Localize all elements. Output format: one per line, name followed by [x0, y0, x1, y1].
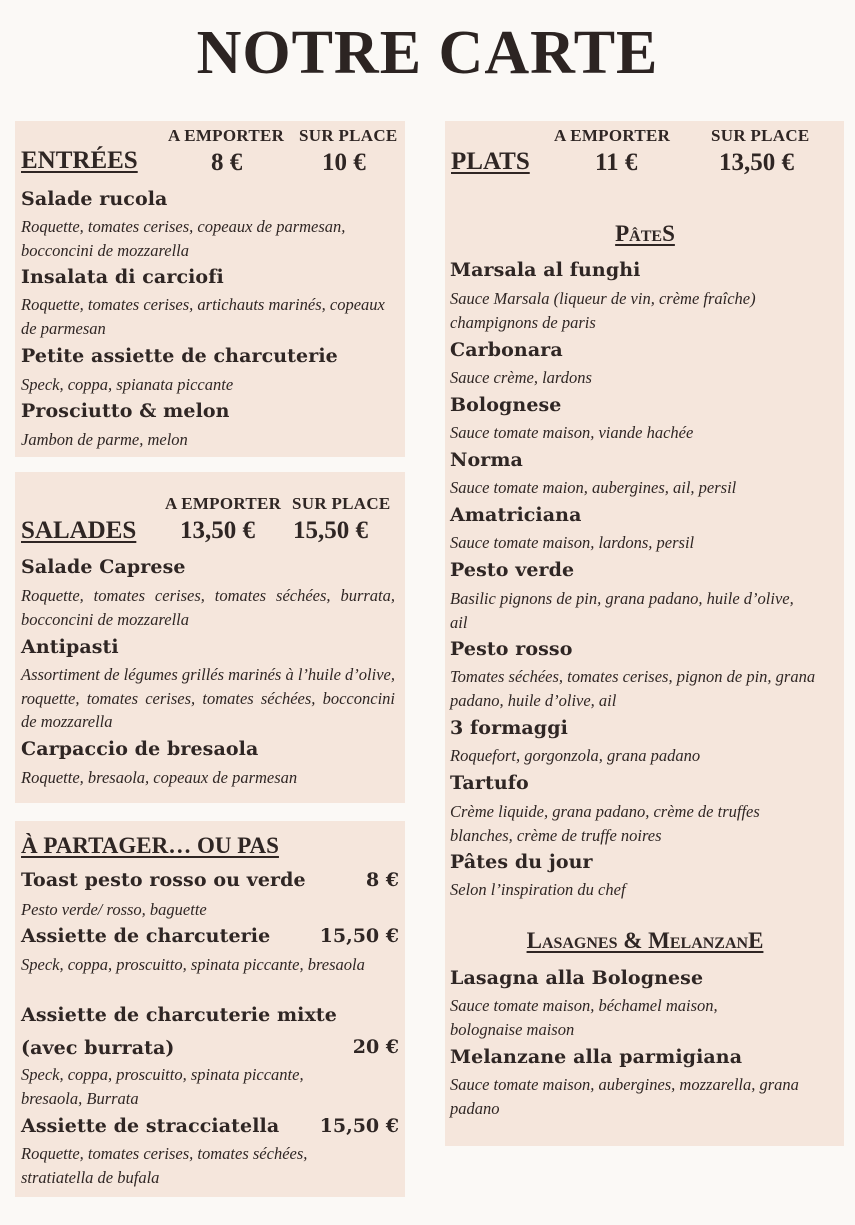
menu-item-desc: Roquette, tomates cerises, tomates séchées, stratiatella de bufala — [21, 1144, 308, 1187]
menu-item-name: Lasagna alla Bolognese — [450, 967, 704, 989]
salades-price-onsite: 15,50 € — [293, 517, 368, 544]
menu-item-desc: Speck, coppa, proscuitto, spinata piccante, bresaola, Burrata — [21, 1065, 304, 1108]
plats-section — [445, 121, 844, 1146]
salades-col-takeaway: A EMPORTER — [165, 494, 282, 513]
menu-item-desc: Jambon de parme, melon — [21, 430, 188, 449]
menu-item-desc: Basilic pignons de pin, grana padano, huile d’olive, ail — [450, 589, 794, 632]
menu-item-name: Norma — [450, 449, 523, 471]
plats-price-takeaway: 11 € — [595, 149, 638, 176]
entrees-title: ENTRÉES — [21, 147, 138, 174]
plats-col-onsite: SUR PLACE — [711, 126, 810, 145]
partager-section — [15, 821, 405, 1197]
menu-item-name: Assiette de stracciatella — [21, 1115, 280, 1137]
menu-item-name: 3 formaggi — [450, 717, 568, 739]
menu-item-name: Carbonara — [450, 339, 563, 361]
menu-item-name: Assiette de charcuterie mixte — [21, 1004, 337, 1026]
menu-item-name: Assiette de charcuterie — [21, 925, 271, 947]
menu-item-desc: Roquette, bresaola, copeaux de parmesan — [21, 768, 298, 787]
menu-item-desc: Crème liquide, grana padano, crème de truffes blanches, crème de truffe noires — [450, 802, 760, 845]
menu-item-name: Salade Caprese — [21, 556, 186, 578]
menu-item-name: Antipasti — [21, 636, 119, 658]
salades-section — [15, 472, 405, 803]
entrees-price-onsite: 10 € — [322, 149, 366, 176]
menu-item-desc: Pesto verde/ rosso, baguette — [21, 900, 207, 919]
menu-item-name: Pâtes du jour — [450, 851, 593, 873]
salades-col-onsite: SUR PLACE — [292, 494, 391, 513]
menu-item-desc: Sauce crème, lardons — [450, 368, 592, 387]
menu-item-name: Prosciutto & melon — [21, 400, 230, 422]
menu-item-desc: Sauce tomate maison, lardons, persil — [450, 533, 695, 552]
entrees-col-takeaway: A EMPORTER — [168, 126, 285, 145]
menu-item-name: Marsala al funghi — [450, 259, 641, 281]
menu-item-name: Salade rucola — [21, 188, 168, 210]
menu-item-desc: Roquette, tomates cerises, artichauts marinés, copeaux de parmesan — [21, 295, 385, 338]
menu-item-desc: Sauce tomate maison, béchamel maison, bolognaise maison — [450, 996, 718, 1039]
menu-item-price: 15,50 € — [319, 1115, 399, 1137]
menu-item-price: 20 € — [352, 1036, 399, 1058]
menu-item-name: Bolognese — [450, 394, 562, 416]
menu-item-desc: Selon l’inspiration du chef — [450, 880, 626, 899]
menu-item-name: Carpaccio de bresaola — [21, 738, 259, 760]
plats-price-onsite: 13,50 € — [719, 149, 794, 176]
menu-item-desc: Tomates séchées, tomates cerises, pignon de pin, grana padano, huile d’olive, ail — [450, 667, 816, 710]
pates-subtitle: PâteS — [615, 221, 675, 246]
menu-item-name: Amatriciana — [450, 504, 582, 526]
lasagnes-subtitle: Lasagnes & MelanzanE — [526, 928, 764, 953]
salades-title: SALADES — [21, 517, 137, 544]
menu-item-desc: Speck, coppa, spianata piccante — [21, 375, 234, 394]
menu-item-name: Petite assiette de charcuterie — [21, 345, 338, 367]
menu-item-desc: Sauce tomate maison, viande hachée — [450, 423, 694, 442]
menu-item-desc: Speck, coppa, proscuitto, spinata piccante, bresaola — [21, 955, 365, 974]
menu-item-name: Melanzane alla parmigiana — [450, 1046, 743, 1068]
menu-item-desc: Sauce Marsala (liqueur de vin, crème fraîche) champignons de paris — [450, 289, 756, 332]
menu-item-name: Pesto rosso — [450, 638, 573, 660]
menu-item-name: Tartufo — [450, 772, 529, 794]
menu-item-desc: Assortiment de légumes grillés marinés à l’huile d’olive, roquette, tomates cerises, tomates séchées, bocconcini de mozzarella — [21, 665, 395, 731]
menu-item-name: Toast pesto rosso ou verde — [21, 869, 306, 891]
page-title: NOTRE CARTE — [196, 19, 659, 87]
menu-item-desc: Roquette, tomates cerises, copeaux de parmesan, bocconcini de mozzarella — [21, 217, 346, 260]
menu-item-desc: Roquefort, gorgonzola, grana padano — [450, 746, 701, 765]
entrees-section — [15, 121, 405, 457]
salades-price-takeaway: 13,50 € — [180, 517, 255, 544]
menu-item-desc: Roquette, tomates cerises, tomates séchées, burrata, bocconcini de mozzarella — [21, 586, 395, 629]
partager-title: À PARTAGER… OU PAS — [21, 833, 279, 858]
plats-title: PLATS — [451, 148, 530, 175]
menu-item-name-line2: (avec burrata) — [21, 1037, 175, 1059]
menu-item-price: 8 € — [365, 869, 399, 891]
menu-item-desc: Sauce tomate maison, aubergines, mozzarella, grana padano — [450, 1075, 799, 1118]
menu-item-name: Insalata di carciofi — [21, 266, 224, 288]
menu-item-name: Pesto verde — [450, 559, 575, 581]
entrees-col-onsite: SUR PLACE — [299, 126, 398, 145]
entrees-price-takeaway: 8 € — [211, 149, 243, 176]
menu-item-price: 15,50 € — [319, 925, 399, 947]
menu-item-desc: Sauce tomate maion, aubergines, ail, persil — [450, 478, 737, 497]
plats-col-takeaway: A EMPORTER — [554, 126, 671, 145]
